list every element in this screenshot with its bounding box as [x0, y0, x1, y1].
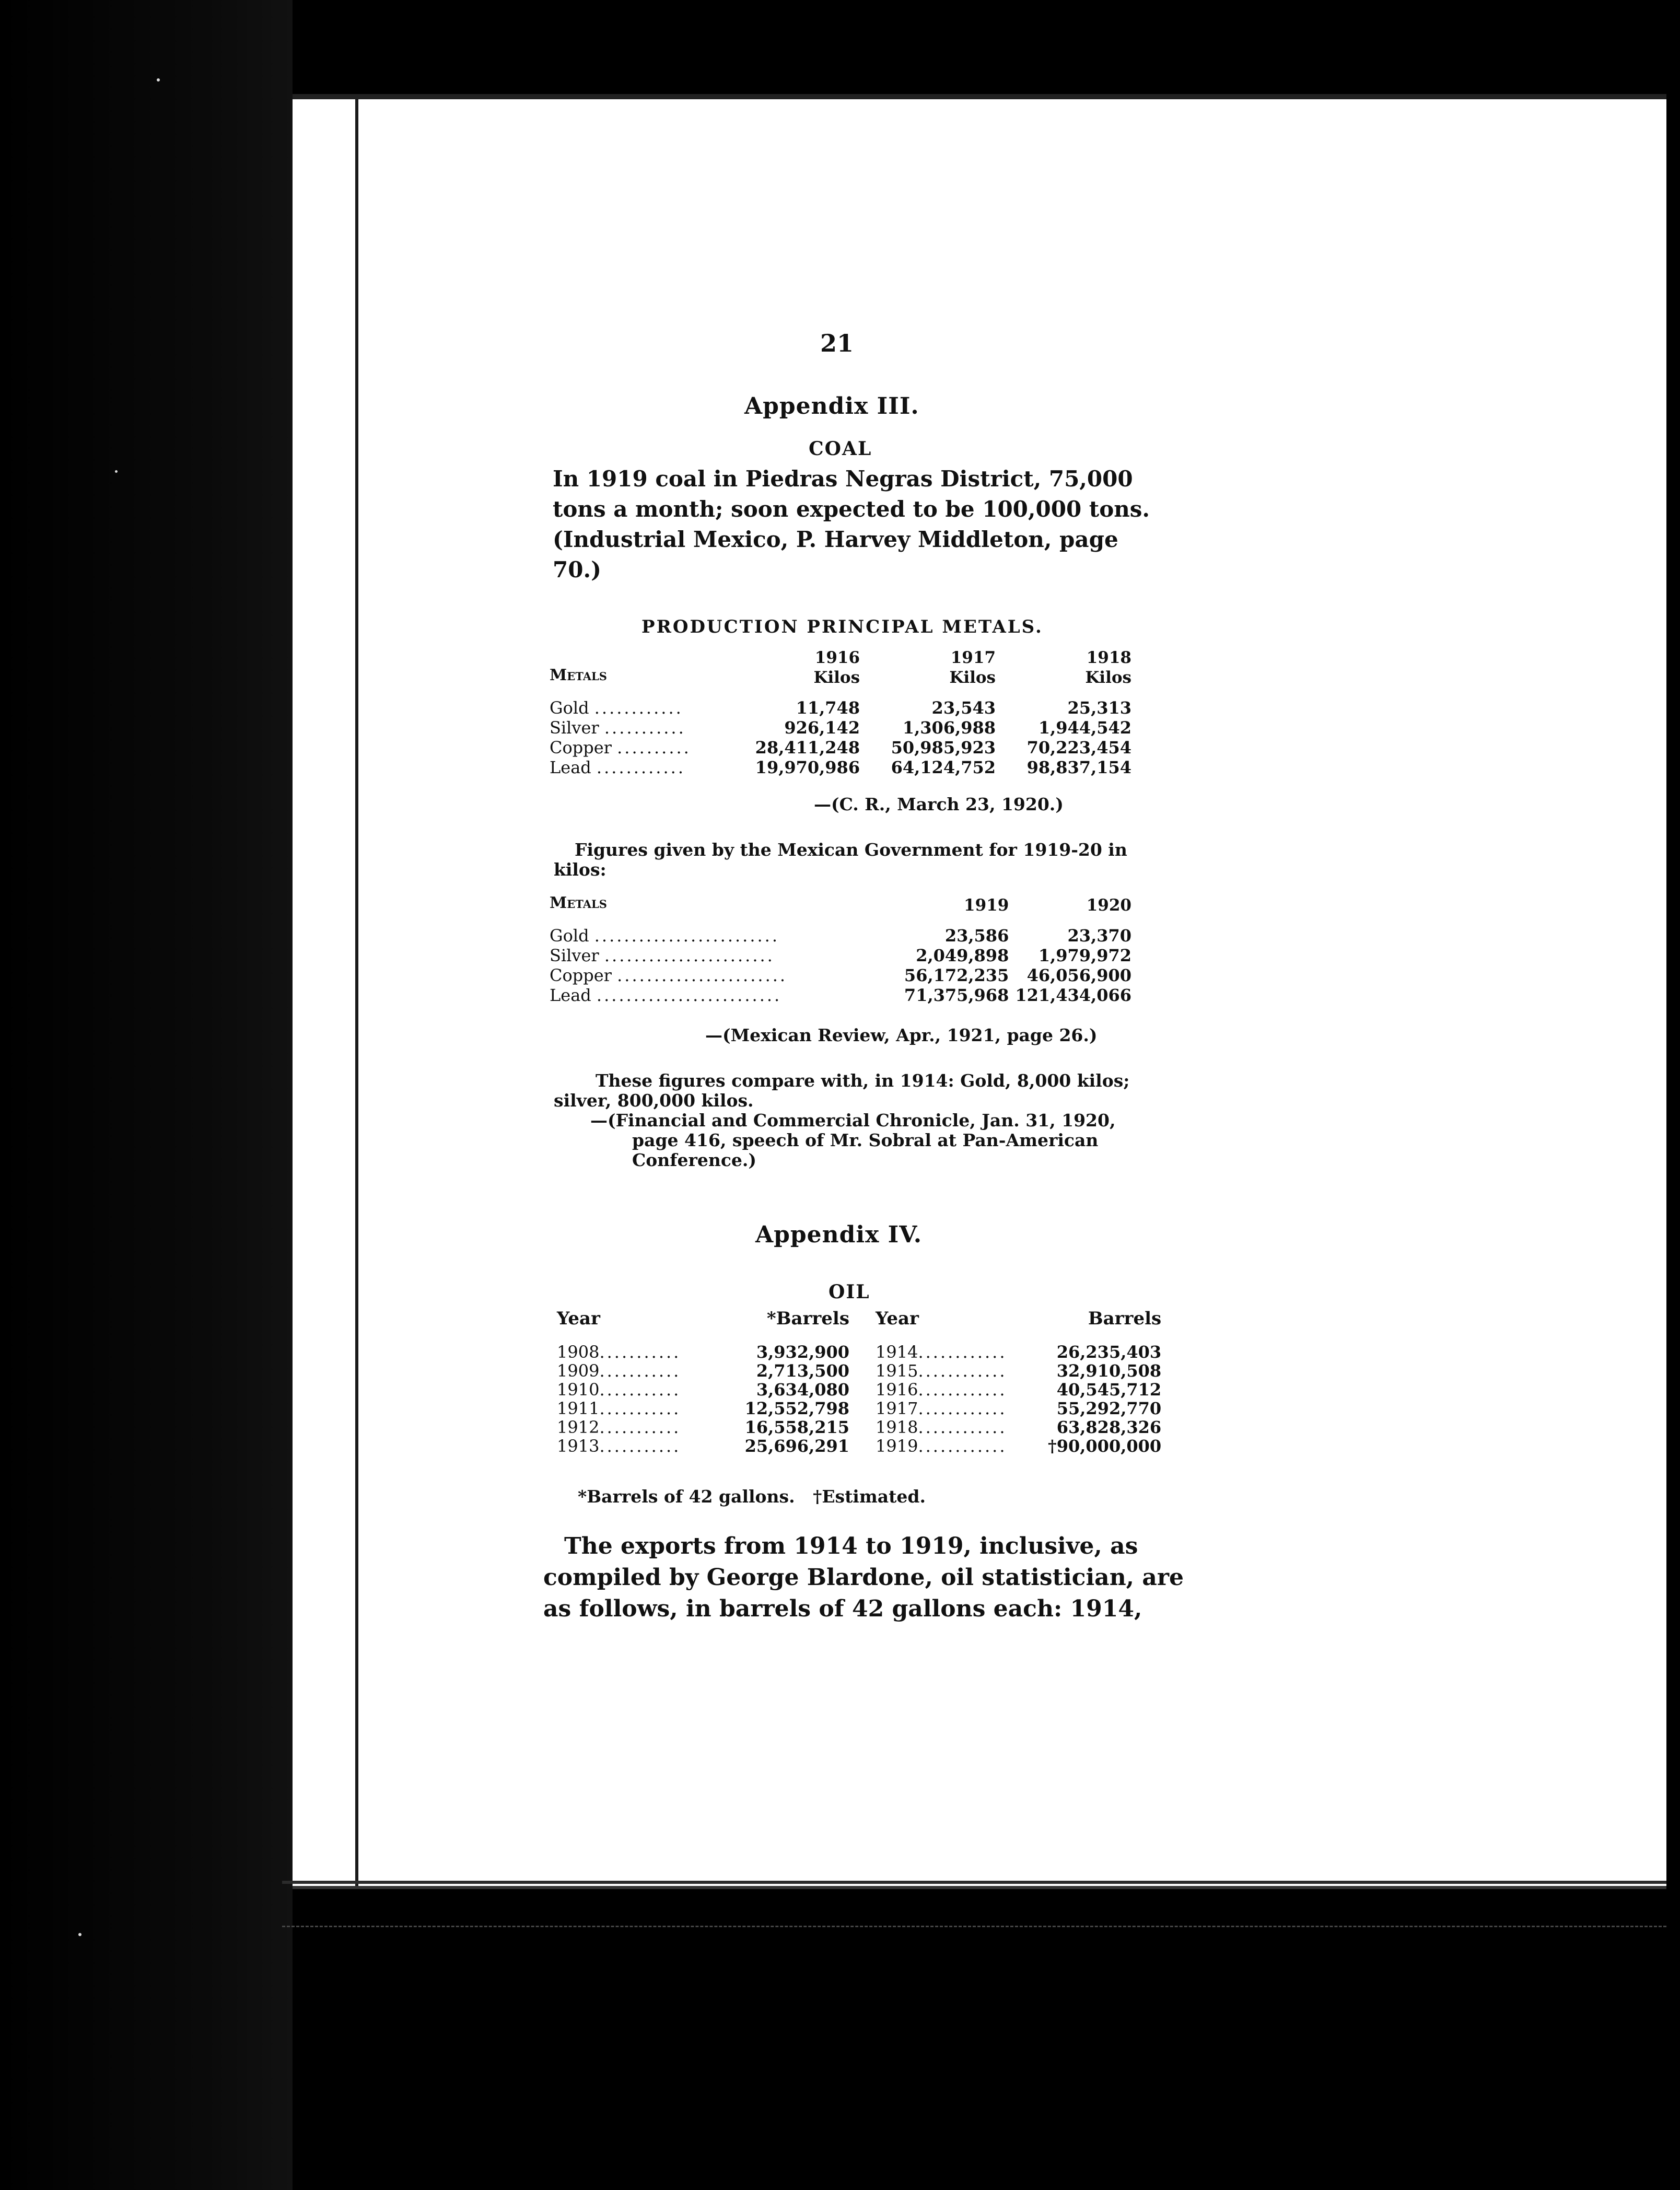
coal-line: 70.) — [553, 557, 601, 583]
table-row: 1912........... 16,558,215 — [557, 1417, 849, 1437]
table-row: Silver ....................... 2,049,898 1,979,972 — [550, 946, 1131, 965]
table-row: 1913........... 25,696,291 — [557, 1436, 849, 1456]
table-row: Lead ......................... 71,375,968 121,434,066 — [550, 985, 1131, 1005]
oil-heading: OIL — [829, 1281, 870, 1303]
coal-line: tons a month; soon expected to be 100,000 tons. — [553, 496, 1150, 522]
citation-cr: —(C. R., March 23, 1920.) — [814, 794, 1064, 814]
table-row: Silver ........... 926,142 1,306,988 1,944,542 — [550, 718, 1131, 738]
scan-speck — [78, 1933, 81, 1936]
scan-speck — [157, 78, 160, 81]
col-year: Year — [876, 1308, 919, 1329]
table-row: 1909........... 2,713,500 — [557, 1361, 849, 1381]
production-heading: PRODUCTION PRINCIPAL METALS. — [641, 616, 1043, 637]
col-1919: 1919 — [964, 896, 1009, 915]
col-1920: 1920 — [1086, 896, 1131, 915]
table-row: Lead ............ 19,970,986 64,124,752 98,837,154 — [550, 758, 1131, 777]
table-row: 1908........... 3,932,900 — [557, 1342, 849, 1362]
exports-paragraph: The exports from 1914 to 1919, inclusive, as compiled by George Blardone, oil statistician, are as follows, in barrels of 42 gallons each: 1914, — [543, 1533, 1184, 1622]
col-barrels: Barrels — [1088, 1308, 1162, 1329]
citation-mexican-review: —(Mexican Review, Apr., 1921, page 26.) — [705, 1025, 1098, 1045]
scan-bottom-edge — [282, 1881, 1666, 1927]
binding-edge — [355, 99, 358, 1886]
oil-footnote: *Barrels of 42 gallons. †Estimated. — [578, 1486, 926, 1507]
col-year: Year — [557, 1308, 600, 1329]
col-1916: 1916 Kilos — [813, 648, 860, 687]
metals-table-1919-1920 — [546, 893, 1135, 1005]
oil-table-left — [557, 1309, 849, 1455]
table-row: 1917............ 55,292,770 — [876, 1399, 1162, 1418]
col-1918: 1918 Kilos — [1085, 648, 1131, 687]
table-row: 1914............ 26,235,403 — [876, 1342, 1162, 1362]
table-row: 1911........... 12,552,798 — [557, 1399, 849, 1418]
col-barrels-star: *Barrels — [766, 1308, 849, 1329]
compare-text: These figures compare with, in 1914: Gold, 8,000 kilos; silver, 800,000 kilos. —(Financial and Commercial Chronicle, Jan. 31, 1920, page 416, speech of Mr. Sobral at Pan-American Conference.) — [554, 1070, 1130, 1170]
scan-speck — [115, 470, 118, 473]
metals-col-label: Metals — [550, 666, 607, 684]
figures-intro: Figures given by the Mexican Government for 1919-20 in kilos: — [554, 840, 1127, 880]
page-number: 21 — [820, 329, 854, 357]
col-1917: 1917 Kilos — [949, 648, 996, 687]
appendix-3-title: Appendix III. — [744, 393, 919, 420]
table-row: Gold ............ 11,748 23,543 25,313 — [550, 698, 1131, 718]
table-row: Copper ....................... 56,172,235 46,056,900 — [550, 965, 1131, 985]
table-row: Copper .......... 28,411,248 50,985,923 70,223,454 — [550, 738, 1131, 758]
coal-line: (Industrial Mexico, P. Harvey Middleton, page — [553, 527, 1118, 552]
table-row: 1919............ †90,000,000 — [876, 1436, 1162, 1456]
table-row: 1915............ 32,910,508 — [876, 1361, 1162, 1381]
appendix-4-title: Appendix IV. — [755, 1221, 923, 1248]
table-row: 1916............ 40,545,712 — [876, 1380, 1162, 1400]
scan-dark-margin — [0, 0, 293, 2190]
coal-heading: COAL — [809, 438, 872, 460]
table-row: Gold ......................... 23,586 23,370 — [550, 926, 1131, 946]
table-row: 1918............ 63,828,326 — [876, 1417, 1162, 1437]
table-row: 1910........... 3,634,080 — [557, 1380, 849, 1400]
metals-table-1916-1918 — [546, 648, 1135, 777]
coal-paragraph — [553, 464, 1150, 585]
coal-line: In 1919 coal in Piedras Negras District, 75,000 — [553, 466, 1133, 492]
oil-table-right — [876, 1309, 1161, 1455]
metals-col-label: Metals — [550, 894, 607, 912]
